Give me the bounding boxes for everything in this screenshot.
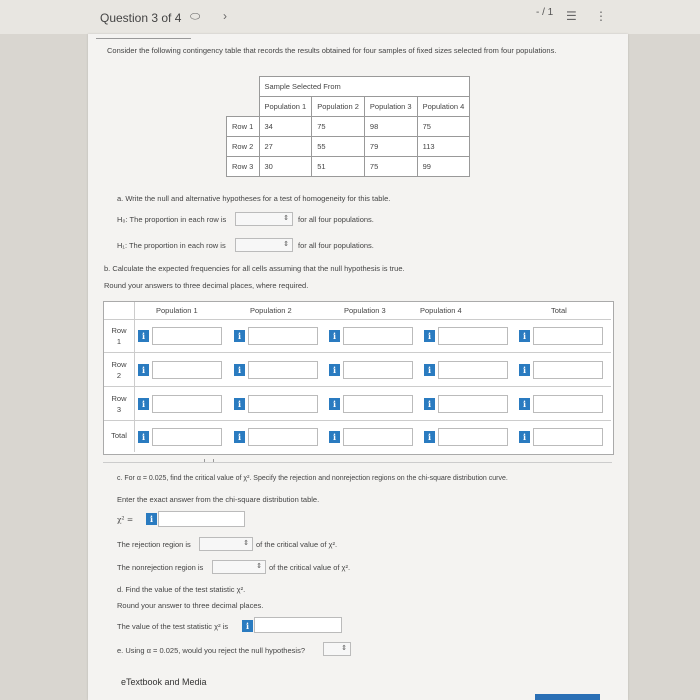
etextbook-link[interactable]: eTextbook and Media <box>121 677 207 687</box>
table-cell: 79 <box>364 137 417 157</box>
info-icon[interactable]: i <box>424 364 435 376</box>
info-icon[interactable]: i <box>424 330 435 342</box>
tag-icon[interactable]: ⬭ <box>190 9 201 23</box>
total-input[interactable] <box>152 428 222 446</box>
h0-label: H₀: The proportion in each row is <box>117 215 227 224</box>
col-header: Population 4 <box>420 306 462 315</box>
divider <box>96 38 191 39</box>
row-label: Total <box>111 431 127 440</box>
expected-frequency-table <box>103 301 614 455</box>
expected-input[interactable] <box>343 395 413 413</box>
divider <box>204 459 214 462</box>
expected-cell <box>138 361 222 379</box>
info-icon[interactable]: i <box>519 398 530 410</box>
table-cell: 55 <box>312 137 365 157</box>
info-icon[interactable]: i <box>424 398 435 410</box>
col-header: Population 3 <box>364 97 417 117</box>
chevron-updown-icon: ⇕ <box>283 241 289 248</box>
expected-cell <box>424 395 508 413</box>
expected-input[interactable] <box>343 361 413 379</box>
rejection-dropdown[interactable] <box>199 537 253 551</box>
expected-cell <box>329 361 413 379</box>
table-row <box>227 137 470 157</box>
submit-button[interactable] <box>535 694 600 700</box>
col-header: Population 4 <box>417 97 470 117</box>
col-header: Total <box>551 306 567 315</box>
expected-input[interactable] <box>438 395 508 413</box>
info-icon[interactable]: i <box>138 330 149 342</box>
expected-input[interactable] <box>438 327 508 345</box>
chevron-right-icon[interactable]: › <box>223 9 227 23</box>
row-label: Row 2 <box>227 137 260 157</box>
test-stat-input[interactable] <box>254 617 342 633</box>
h0-suffix: for all four populations. <box>298 215 374 224</box>
info-icon[interactable]: i <box>424 431 435 443</box>
info-icon[interactable]: i <box>138 398 149 410</box>
expected-input[interactable] <box>343 327 413 345</box>
expected-cell <box>424 327 508 345</box>
expected-cell <box>234 327 318 345</box>
divider <box>104 420 611 421</box>
expected-cell <box>329 327 413 345</box>
rejection-suffix: of the critical value of χ². <box>256 540 338 549</box>
divider <box>104 352 611 353</box>
h0-dropdown[interactable] <box>235 212 293 226</box>
info-icon[interactable]: i <box>234 330 245 342</box>
chevron-updown-icon: ⇕ <box>243 540 249 547</box>
h1-dropdown[interactable] <box>235 238 293 252</box>
table-cell: 51 <box>312 157 365 177</box>
col-header: Population 2 <box>250 306 292 315</box>
total-input[interactable] <box>248 428 318 446</box>
expected-cell <box>424 361 508 379</box>
chevron-updown-icon: ⇕ <box>341 645 347 652</box>
part-b-prompt: b. Calculate the expected frequencies for all cells assuming that the null hypothesis is true. <box>104 264 405 273</box>
info-icon[interactable]: i <box>146 513 157 525</box>
row-label: Row 3 <box>111 394 127 414</box>
chevron-updown-icon: ⇕ <box>256 563 262 570</box>
nonrejection-dropdown[interactable] <box>212 560 266 574</box>
question-intro: Consider the following contingency table that records the results obtained for four samples of fixed sizes selected from four populations. <box>107 46 557 55</box>
h1-suffix: for all four populations. <box>298 241 374 250</box>
expected-cell <box>138 395 222 413</box>
table-cell: 98 <box>364 117 417 137</box>
info-icon[interactable]: i <box>519 364 530 376</box>
expected-input[interactable] <box>533 395 603 413</box>
part-a-prompt: a. Write the null and alternative hypotheses for a test of homogeneity for this table. <box>117 194 391 203</box>
nonrejection-suffix: of the critical value of χ². <box>269 563 351 572</box>
expected-cell <box>234 361 318 379</box>
rejection-label: The rejection region is <box>117 540 191 549</box>
expected-cell <box>138 327 222 345</box>
part-d-instruction: Round your answer to three decimal places. <box>117 601 264 610</box>
row-label: Row 1 <box>111 326 127 346</box>
part-c-instruction: Enter the exact answer from the chi-square distribution table. <box>117 495 320 504</box>
score-label: - / 1 <box>536 7 554 18</box>
nonrejection-label: The nonrejection region is <box>117 563 204 572</box>
expected-cell <box>519 327 603 345</box>
expected-input[interactable] <box>152 395 222 413</box>
part-b-instruction: Round your answers to three decimal places, where required. <box>104 281 309 290</box>
expected-cell <box>424 428 508 446</box>
info-icon[interactable]: i <box>138 364 149 376</box>
expected-cell <box>519 428 603 446</box>
question-title: Question 3 of 4 <box>100 11 182 25</box>
table-cell: 34 <box>259 117 312 137</box>
col-header: Population 3 <box>344 306 386 315</box>
divider <box>134 302 135 452</box>
info-icon[interactable]: i <box>329 330 340 342</box>
expected-cell <box>519 395 603 413</box>
expected-cell <box>234 395 318 413</box>
expected-input[interactable] <box>533 327 603 345</box>
table-row <box>227 157 470 177</box>
expected-cell <box>234 428 318 446</box>
divider <box>104 386 611 387</box>
list-icon[interactable]: ☰ <box>566 9 577 23</box>
table-cell: 30 <box>259 157 312 177</box>
part-d-prompt: d. Find the value of the test statistic χ². <box>117 585 246 594</box>
total-input[interactable] <box>343 428 413 446</box>
info-icon[interactable]: i <box>329 364 340 376</box>
info-icon[interactable]: i <box>329 398 340 410</box>
expected-cell <box>138 428 222 446</box>
table-cell: 99 <box>417 157 470 177</box>
test-stat-label: The value of the test statistic χ² is <box>117 622 229 631</box>
expected-input[interactable] <box>438 361 508 379</box>
info-icon[interactable]: i <box>138 431 149 443</box>
chi-label: χ² = <box>117 515 134 524</box>
expected-cell <box>519 361 603 379</box>
info-icon[interactable]: i <box>242 620 253 632</box>
row-label: Row 1 <box>227 117 260 137</box>
divider <box>103 462 612 463</box>
col-header: Population 2 <box>312 97 365 117</box>
table-row <box>227 117 470 137</box>
info-icon[interactable]: i <box>519 431 530 443</box>
contingency-table <box>226 76 470 177</box>
table-cell: 75 <box>417 117 470 137</box>
table-cell: 75 <box>364 157 417 177</box>
col-header: Population 1 <box>259 97 312 117</box>
expected-input[interactable] <box>533 361 603 379</box>
info-icon[interactable]: i <box>329 431 340 443</box>
total-input[interactable] <box>438 428 508 446</box>
info-icon[interactable]: i <box>234 398 245 410</box>
table-cell: 75 <box>312 117 365 137</box>
expected-input[interactable] <box>152 327 222 345</box>
expected-cell <box>329 428 413 446</box>
row-label: Row 2 <box>111 360 127 380</box>
expected-input[interactable] <box>248 361 318 379</box>
table-cell: 27 <box>259 137 312 157</box>
expected-input[interactable] <box>248 327 318 345</box>
info-icon[interactable]: i <box>519 330 530 342</box>
row-label: Row 3 <box>227 157 260 177</box>
question-header <box>0 0 700 34</box>
expected-input[interactable] <box>248 395 318 413</box>
col-header: Population 1 <box>156 306 198 315</box>
h1-label: H₁: The proportion in each row is <box>117 241 226 250</box>
part-e-prompt: e. Using α = 0.025, would you reject the null hypothesis? <box>117 646 305 655</box>
critical-value-input[interactable] <box>158 511 245 527</box>
expected-input[interactable] <box>152 361 222 379</box>
reject-dropdown[interactable] <box>323 642 351 656</box>
info-icon[interactable]: i <box>234 364 245 376</box>
expected-cell <box>329 395 413 413</box>
group-header: Sample Selected From <box>259 77 470 97</box>
more-vertical-icon[interactable]: ⋮ <box>595 9 607 23</box>
part-c-prompt: c. For α = 0.025, find the critical value of χ². Specify the rejection and nonrejection regions on the chi-square distribution curve. <box>117 475 508 482</box>
table-cell: 113 <box>417 137 470 157</box>
chevron-updown-icon: ⇕ <box>283 215 289 222</box>
total-input[interactable] <box>533 428 603 446</box>
info-icon[interactable]: i <box>234 431 245 443</box>
divider <box>104 319 611 320</box>
